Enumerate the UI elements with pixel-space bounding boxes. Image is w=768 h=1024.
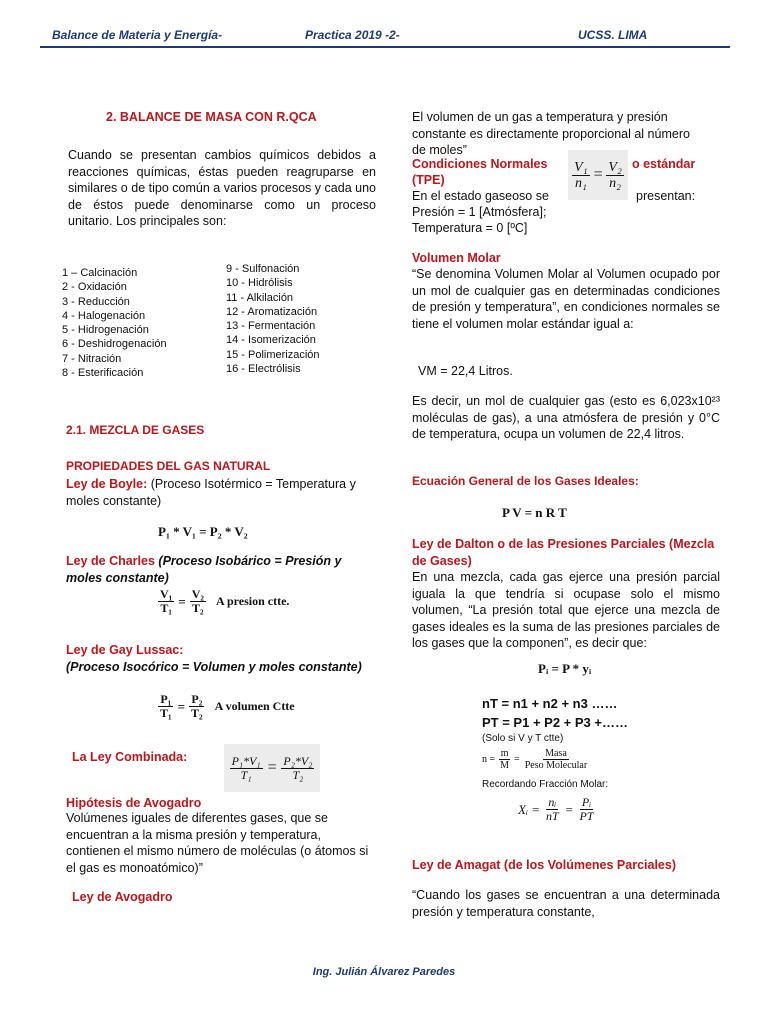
cn-title-a: Condiciones Normales (412, 157, 548, 171)
list-item: 10 - Hidrólisis (226, 277, 293, 290)
cn-line2: Presión = 1 [Atmósfera]; (412, 205, 547, 219)
process-list-a (62, 266, 222, 380)
fraction: $\frac{\text{V₁}}{\text{T₁}}$ (160, 587, 173, 615)
moles-equation: n = $\frac{m}{M}$ = $\frac{\text{Masa}}{\text{Peso Molecular}}$ (482, 748, 588, 771)
figure-recordando: Recordando Fracción Molar: (482, 779, 609, 790)
propiedades-title: PROPIEDADES DEL GAS NATURAL (66, 459, 271, 473)
list-item: 7 - Nitración (62, 352, 122, 365)
header-divider (40, 46, 730, 48)
charles-paragraph (66, 553, 376, 586)
ecuacion-title: Ecuación General de los Gases Ideales: (412, 474, 639, 488)
hipotesis-title: Hipótesis de Avogadro (66, 796, 202, 810)
section-title: 2. BALANCE DE MASA CON R.QCA (106, 110, 317, 124)
fraction: $\frac{\text{nᵢ}}{nT}$ (546, 795, 559, 823)
cn-line3: Temperatura = 0 [ºC] (412, 221, 528, 235)
vm-equation: VM = 22,4 Litros. (418, 364, 513, 378)
process-list-b (226, 262, 376, 376)
avogadro-title: Ley de Avogadro (72, 890, 173, 904)
gay-label: Ley de Gay Lussac: (66, 643, 184, 657)
figure-line3: (Solo si V y T ctte) (482, 733, 564, 744)
charles-equation: $\frac{\text{V₁}}{\text{T₁}}$ = $\frac{\text{V₂}}{\text{T₂}}$ A presion ctte. (160, 587, 290, 615)
fraction: $\frac{\text{P₂*V₂}}{\text{T₂}}$ (283, 753, 313, 782)
list-item: 2 - Oxidación (62, 281, 127, 294)
boyle-equation: P₁ * V₁ = P₂ * V₂ (158, 524, 248, 539)
gay-note: A volumen Ctte (214, 699, 295, 713)
combinada-equation: $\frac{\text{P₁*V₁}}{\text{T₁}}$ = $\frac{\text{P₂*V₂}}{\text{T₂}}$ (224, 744, 320, 792)
fraction: $\frac{\text{P₂}}{\text{T₂}}$ (191, 692, 203, 720)
dalton-title: Ley de Dalton o de las Presiones Parciales (Mezcla de Gases) (412, 537, 715, 568)
intro-paragraph: Cuando se presentan cambios químicos debidos a reacciones químicas, éstas pueden reagruparse en similares o de tipo común a varios procesos y cada uno de éstos puede denominarse como un proceso unitario. Los principales son: (68, 148, 376, 228)
amagat-text: “Cuando los gases se encuentran a una determinada presión y temperatura constante, (412, 888, 720, 919)
figure-line1: nT = n1 + n2 + n3 …… (482, 696, 618, 711)
volumen-text: El volumen de un gas a temperatura y presión constante es directamente proporcional al número de moles” (412, 110, 690, 157)
combinada-label: La Ley Combinada: (72, 750, 188, 764)
fraction: $\frac{\text{V₂}}{\text{T₂}}$ (191, 587, 204, 615)
fraccion-equation: Xᵢ = $\frac{\text{nᵢ}}{nT}$ = $\frac{\text{Pᵢ}}{PT}$ (518, 795, 594, 823)
fraction: $\frac{\text{Pᵢ}}{PT}$ (579, 795, 594, 823)
vm-text2: Es decir, un mol de cualquier gas (esto es 6,023x10²³ moléculas de gas), a una atmósfera de presión y 0°C de temperatura, ocupa un volumen de 22,4 litros. (412, 394, 720, 441)
dalton-text: En una mezcla, cada gas ejerce una presión parcial iguala la que tendría si ocupase solo el mismo volumen, “La presión total que ejerce una mezcla de gases ideales es la suma de las presiones parciales de los gases que la componen”, es decir que: (412, 570, 720, 650)
cn-line1a: En el estado gaseoso se (412, 189, 549, 203)
cn-equation: $\frac{\text{V₁}}{\text{n₁}}$ = $\frac{\text{V₂}}{\text{n₂}}$ (568, 150, 628, 200)
vm-title: Volumen Molar (412, 251, 501, 265)
list-item: 15 - Polimerización (226, 348, 320, 361)
header-right: UCSS. LIMA (578, 28, 648, 42)
list-item: 3 - Reducción (62, 295, 130, 308)
charles-text: (Proceso Isobárico = Presión y moles constante) (66, 554, 342, 585)
fraction: $\frac{\text{P₁*V₁}}{\text{T₁}}$ (231, 753, 261, 782)
gay-equation: $\frac{\text{P₁}}{\text{T₁}}$ = $\frac{\text{P₂}}{\text{T₂}}$ A volumen Ctte (160, 692, 295, 720)
amagat-title: Ley de Amagat (de los Volúmenes Parciales) (412, 858, 676, 872)
charles-note: A presion ctte. (215, 594, 290, 608)
cn-title-c: (TPE) (412, 173, 445, 187)
cn-line1b: presentan: (636, 189, 696, 203)
fraction: $\frac{\text{V₁}}{\text{n₁}}$ (574, 159, 588, 191)
boyle-label: Ley de Boyle: (66, 477, 148, 491)
header-left: Balance de Materia y Energía- (52, 28, 223, 42)
boyle-text: (Proceso Isotérmico = Temperatura y moles constante) (66, 477, 356, 508)
vm-text: “Se denomina Volumen Molar al Volumen ocupado por un mol de cualquier gas en determinadas condiciones de presión y temperatura”, en condiciones normales se tiene el volumen molar estándar igual a: (412, 267, 720, 331)
hipotesis-text: Volúmenes iguales de diferentes gases, que se encuentran a la misma presión y temperatura, contienen el mismo número de moléculas (o átomos si el gas es monoatómico)” (66, 811, 369, 875)
list-item: 5 - Hidrogenación (62, 324, 149, 337)
footer-author: Ing. Julián Álvarez Paredes (312, 966, 456, 978)
charles-label: Ley de Charles (66, 554, 155, 568)
boyle-paragraph (66, 476, 376, 509)
list-item: 4 - Halogenación (62, 309, 146, 322)
list-item: 11 - Alkilación (226, 291, 294, 304)
list-item: 9 - Sulfonación (226, 263, 300, 275)
list-item: 16 - Electrólisis (226, 363, 301, 376)
mezcla-title: 2.1. MEZCLA DE GASES (66, 423, 205, 437)
figure-line2: PT = P1 + P2 + P3 +…… (482, 715, 628, 730)
gay-text: (Proceso Isocórico = Volumen y moles constante) (66, 660, 362, 674)
list-item: 14 - Isomerización (226, 334, 316, 347)
fraction: $\frac{\text{Masa}}{\text{Peso Molecular}}$ (524, 748, 588, 771)
fraction: $\frac{\text{P₁}}{\text{T₁}}$ (160, 692, 172, 720)
ecuacion-equation: P V = n R T (502, 505, 567, 520)
dalton-equation: Pᵢ = P * yᵢ (538, 661, 592, 676)
fraction: $\frac{\text{V₂}}{\text{n₂}}$ (608, 159, 622, 191)
header-center: Practica 2019 -2- (305, 28, 400, 42)
list-item: 12 - Aromatización (226, 305, 318, 318)
list-item: 1 – Calcinación (62, 267, 138, 279)
fraccion-molar-figure (482, 694, 654, 854)
list-item: 8 - Esterificación (62, 367, 144, 380)
cn-title-b: o estándar (632, 157, 696, 171)
list-item: 13 - Fermentación (226, 320, 316, 333)
list-item: 6 - Deshidrogenación (62, 338, 167, 351)
fraction: $\frac{m}{M}$ (500, 748, 510, 771)
